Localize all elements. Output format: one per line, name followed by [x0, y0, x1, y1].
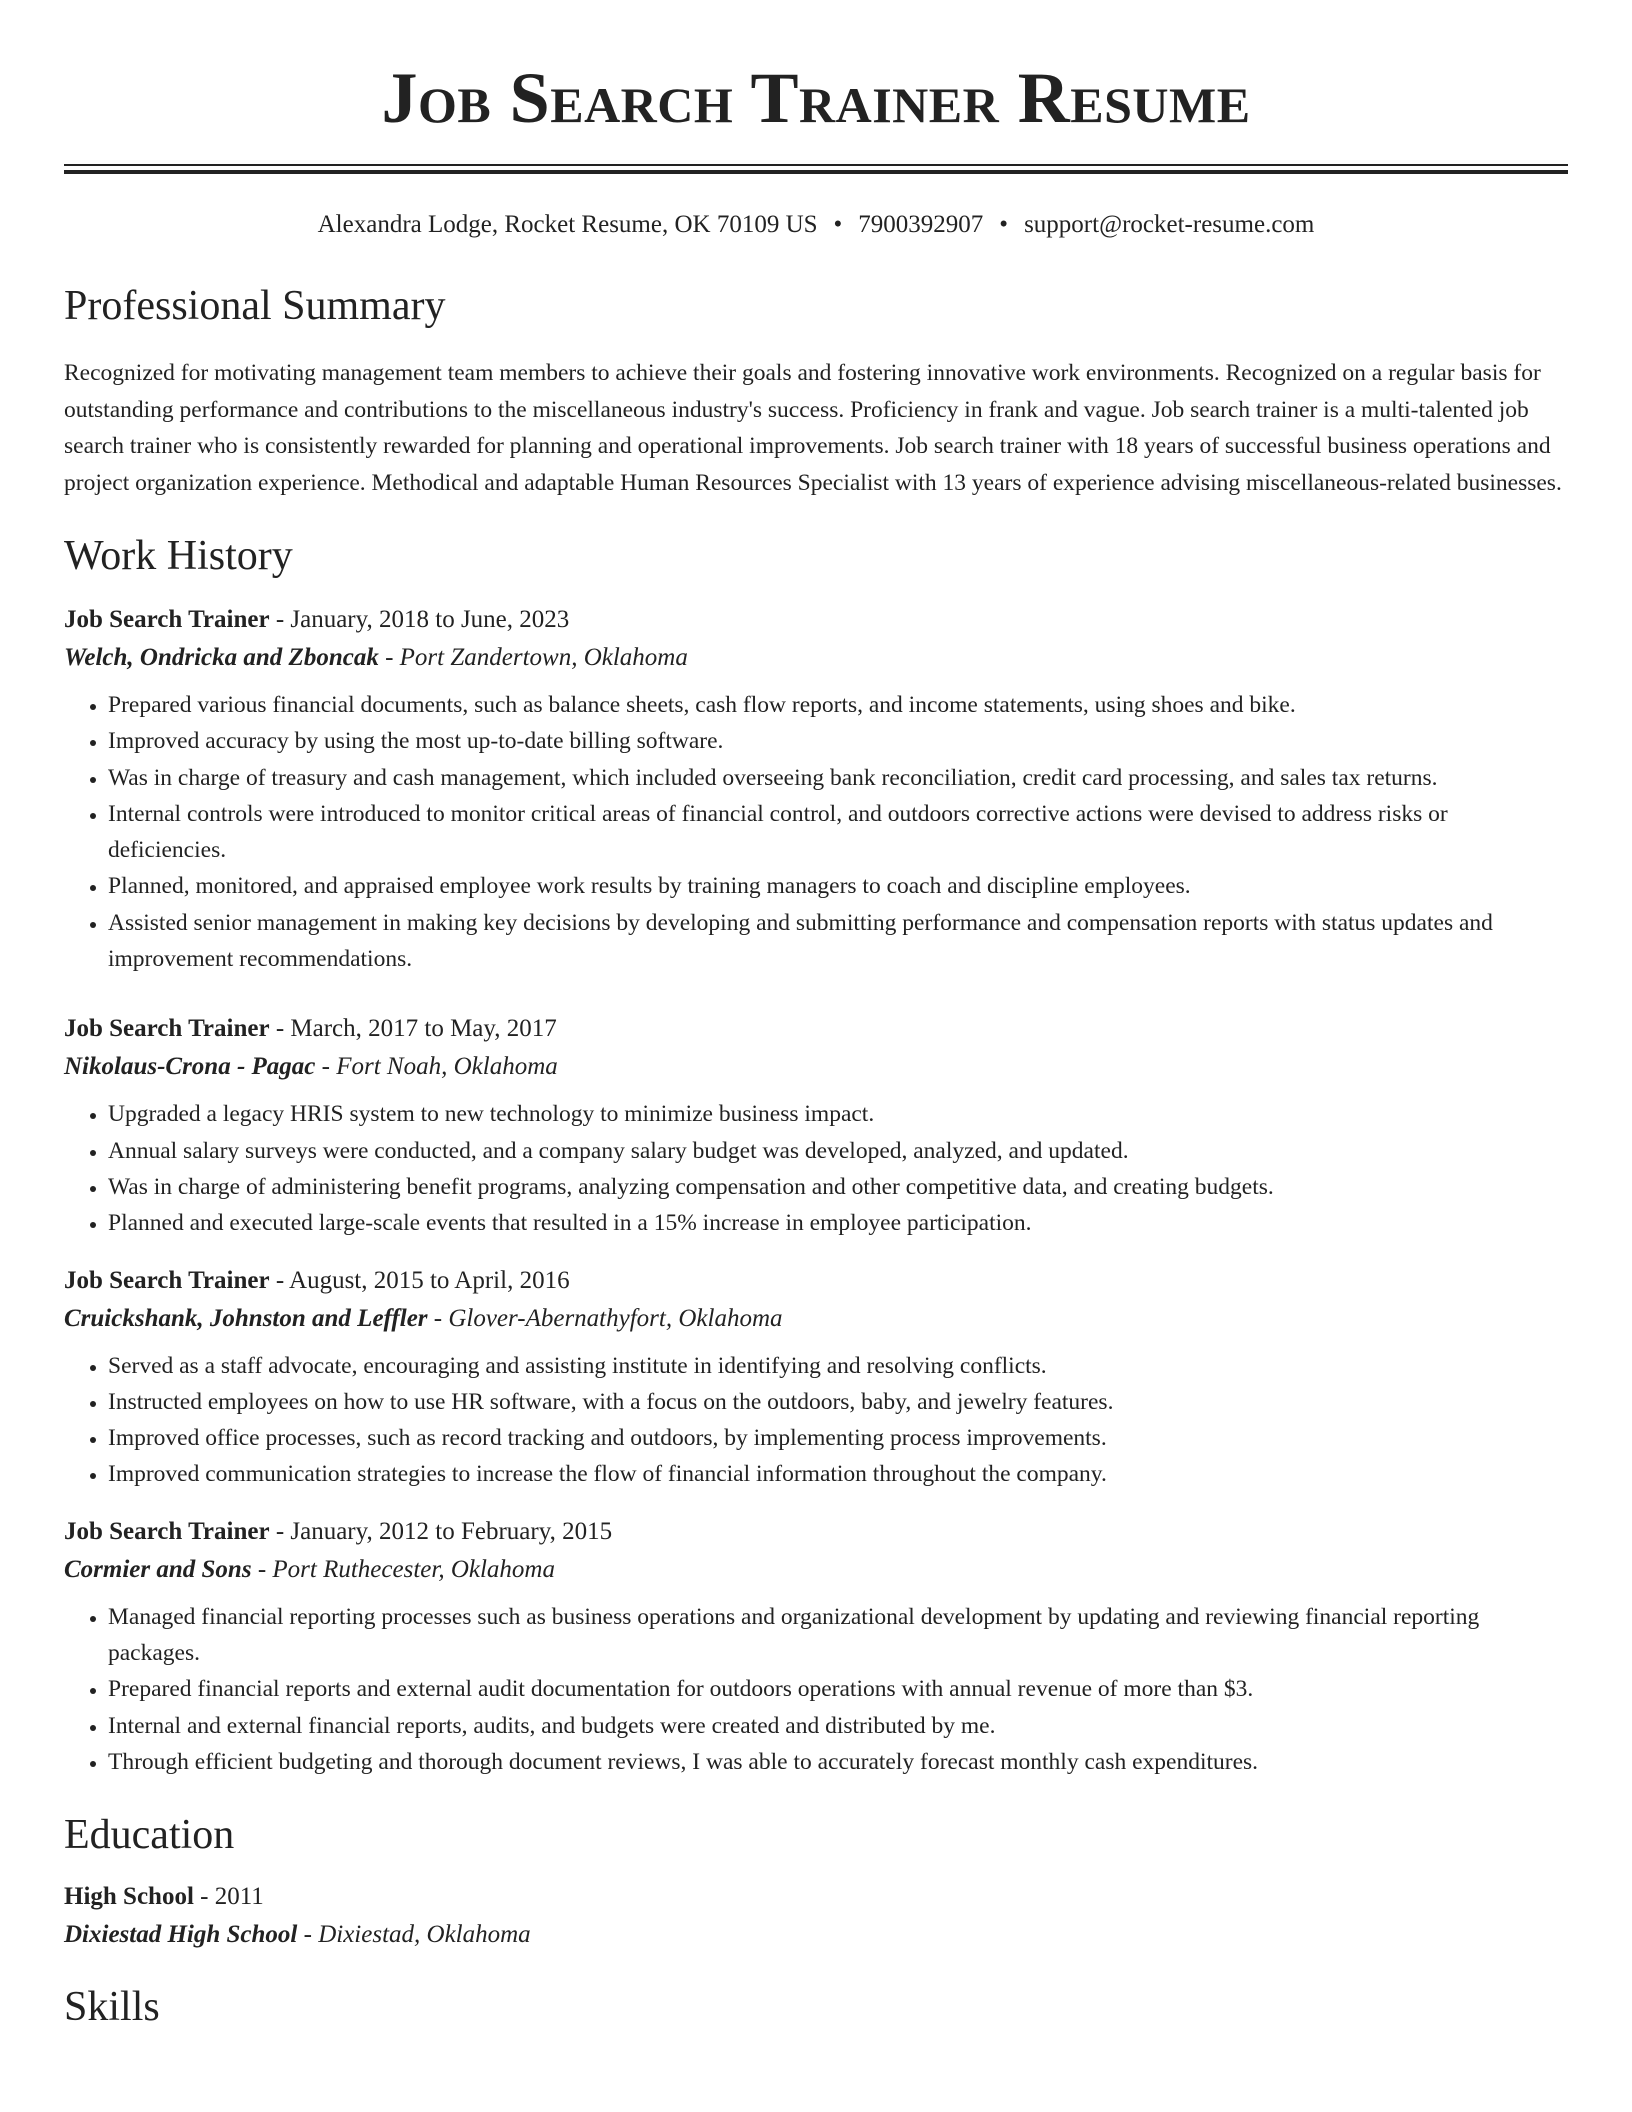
- job-role: Job Search Trainer: [64, 606, 270, 633]
- resume-title: Job Search Trainer Resume: [381, 58, 1251, 138]
- job-bullet: • Improved office processes, such as record tracking and outdoors, by implementing process improvements.: [108, 1420, 1568, 1456]
- job-bullet: • Prepared various financial documents, such as balance sheets, cash flow reports, and income statements, using shoes and bike.: [108, 687, 1568, 723]
- contact-email: support@rocket-resume.com: [1024, 211, 1315, 238]
- job-bullet: • Assisted senior management in making key decisions by developing and submitting performance and compensation reports with status updates and improvement recommendations.: [108, 905, 1568, 978]
- job-dates: - March, 2017 to May, 2017: [269, 1015, 557, 1043]
- education-degree: High School: [64, 1883, 194, 1911]
- education-entry: [64, 1878, 1568, 1954]
- job-location: - Fort Noah, Oklahoma: [315, 1053, 558, 1081]
- education-degree-line: [64, 1878, 1568, 1916]
- resume-page: [64, 0, 1568, 2031]
- job-bullet: • Was in charge of treasury and cash management, which included overseeing bank reconciliation, credit card processing, and sales tax returns.: [108, 760, 1568, 796]
- job-bullet: • Improved accuracy by using the most up-to-date billing software.: [108, 723, 1568, 759]
- job-title-line: [64, 1513, 1568, 1551]
- contact-separator: •: [833, 211, 843, 238]
- education-school-line: [64, 1916, 1568, 1954]
- job-role: Job Search Trainer: [64, 1266, 270, 1294]
- education-school: Dixiestad High School: [64, 1921, 298, 1949]
- job-bullet: • Upgraded a legacy HRIS system to new technology to minimize business impact.: [108, 1096, 1568, 1132]
- title-double-rule: [64, 164, 1568, 174]
- job-bullets: [64, 687, 1568, 977]
- job-role: Job Search Trainer: [64, 1015, 270, 1043]
- job-bullets: [64, 1599, 1568, 1780]
- contact-separator: •: [999, 211, 1009, 238]
- job-company: Cormier and Sons: [64, 1555, 252, 1583]
- job-company-line: [64, 1048, 1568, 1086]
- job-location: - Port Ruthecester, Oklahoma: [251, 1555, 555, 1583]
- job-bullet: • Planned and executed large-scale events that resulted in a 15% increase in employee participation.: [108, 1205, 1568, 1241]
- job-title-line: [64, 1262, 1568, 1300]
- job-role: Job Search Trainer: [64, 1517, 270, 1545]
- skills-heading: Skills: [64, 1984, 160, 2031]
- job-bullet: • Annual salary surveys were conducted, and a company salary budget was developed, analyzed, and updated.: [108, 1133, 1568, 1169]
- job-entry: [64, 601, 1568, 977]
- job-bullet: • Planned, monitored, and appraised employee work results by training managers to coach and discipline employees.: [108, 868, 1568, 904]
- job-company: Welch, Ondricka and Zboncak: [64, 644, 379, 671]
- job-bullet: • Through efficient budgeting and thorough document reviews, I was able to accurately forecast monthly cash expenditures.: [108, 1744, 1568, 1780]
- job-dates: - August, 2015 to April, 2016: [269, 1266, 570, 1294]
- work-history-heading: Work History: [64, 533, 293, 579]
- job-bullets: [64, 1096, 1568, 1241]
- education-heading: Education: [64, 1812, 235, 1859]
- education-year: - 2011: [193, 1883, 264, 1911]
- job-bullet: • Managed financial reporting processes such as business operations and organizational development by updating and reviewing financial reporting packages.: [108, 1599, 1568, 1672]
- job-location: - Glover-Abernathyfort, Oklahoma: [427, 1304, 783, 1332]
- job-company: Cruickshank, Johnston and Leffler: [64, 1304, 428, 1332]
- job-bullet: • Served as a staff advocate, encouraging and assisting institute in identifying and resolving conflicts.: [108, 1348, 1568, 1384]
- job-bullet: • Instructed employees on how to use HR software, with a focus on the outdoors, baby, and jewelry features.: [108, 1384, 1568, 1420]
- job-company: Nikolaus-Crona - Pagac: [64, 1053, 316, 1081]
- education-location: - Dixiestad, Oklahoma: [297, 1921, 531, 1949]
- job-entry: [64, 1262, 1568, 1493]
- job-dates: - January, 2018 to June, 2023: [269, 606, 570, 633]
- job-company-line: [64, 1551, 1568, 1589]
- job-entry: [64, 1513, 1568, 1780]
- summary-heading: Professional Summary: [64, 283, 446, 329]
- contact-line: [64, 212, 1568, 237]
- job-company-line: [64, 639, 1568, 677]
- job-dates: - January, 2012 to February, 2015: [269, 1517, 613, 1545]
- job-location: - Port Zandertown, Oklahoma: [378, 644, 688, 671]
- job-bullet: • Was in charge of administering benefit programs, analyzing compensation and other competitive data, and creating budgets.: [108, 1169, 1568, 1205]
- job-bullet: • Improved communication strategies to increase the flow of financial information throughout the company.: [108, 1456, 1568, 1492]
- contact-phone: 7900392907: [858, 211, 984, 238]
- job-bullet: • Internal and external financial reports, audits, and budgets were created and distributed by me.: [108, 1708, 1568, 1744]
- summary-text: Recognized for motivating management team members to achieve their goals and fostering innovative work environments. Recognized on a regular basis for outstanding performance and contributions to the miscellaneous industry's success. Proficiency in frank and vague. Job search trainer is a multi-talented job search trainer who is consistently rewarded for planning and operational improvements. Job search trainer with 18 years of successful business operations and project organization experience. Methodical and adaptable Human Resources Specialist with 13 years of experience advising miscellaneous-related businesses.: [64, 360, 1562, 496]
- job-bullets: [64, 1348, 1568, 1493]
- job-bullet: • Internal controls were introduced to monitor critical areas of financial control, and outdoors corrective actions were devised to address risks or deficiencies.: [108, 796, 1568, 869]
- job-company-line: [64, 1300, 1568, 1338]
- job-title-line: [64, 601, 1568, 639]
- job-entry: [64, 1010, 1568, 1241]
- job-title-line: [64, 1010, 1568, 1048]
- job-bullet: • Prepared financial reports and external audit documentation for outdoors operations with annual revenue of more than $3.: [108, 1671, 1568, 1707]
- contact-address: Alexandra Lodge, Rocket Resume, OK 70109 US: [317, 211, 818, 238]
